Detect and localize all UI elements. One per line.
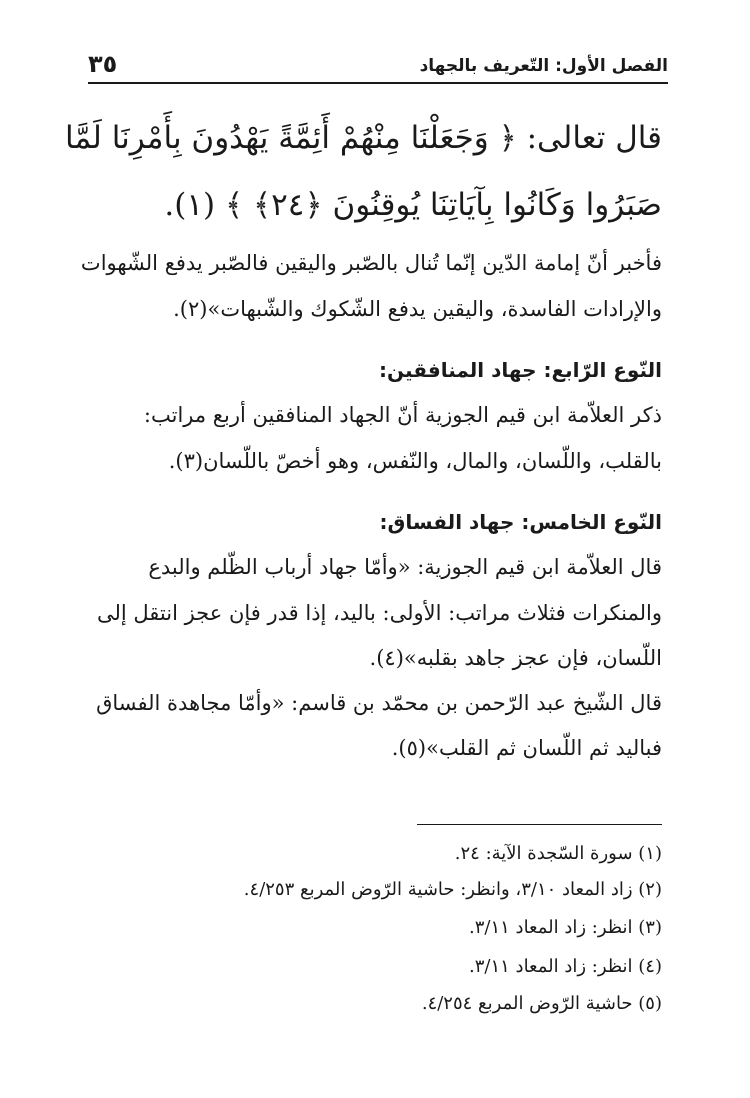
paragraph-line: فباليد ثم اللّسان ثم القلب»(٥). [391, 736, 662, 760]
paragraph-line: اللّسان، فإن عجز جاهد بقلبه»(٤). [369, 646, 662, 670]
paragraph-line: قال العلاّمة ابن قيم الجوزية: «وأمّا جهاد أرباب الظّلم والبدع [148, 555, 662, 579]
paragraph-line: والإرادات الفاسدة، واليقين يدفع الشّكوك والشّبهات»(٢). [173, 297, 662, 321]
verse-line-2: صَبَرُوا وَكَانُوا بِآيَاتِنَا يُوقِنُونَ ﴿٢٤﴾ ﴾ (١). [164, 187, 662, 223]
footnote: (١) سورة السّجدة الآية: ٢٤. [454, 843, 662, 864]
running-header [88, 52, 668, 84]
footnote: (٣) انظر: زاد المعاد ٣/١١. [469, 917, 662, 938]
paragraph-line: فأخبر أنّ إمامة الدّين إنّما تُنال بالصّبر واليقين فالصّبر يدفع الشّهوات [80, 251, 662, 275]
footnote-separator [417, 824, 662, 825]
section-heading: النّوع الخامس: جهاد الفساق: [379, 510, 662, 534]
page-number: ٣٥ [88, 50, 118, 78]
paragraph-line: والمنكرات فثلاث مراتب: الأولى: باليد، إذا قدر فإن عجز انتقل إلى [96, 601, 662, 625]
footnote: (٢) زاد المعاد ٣/١٠، وانظر: حاشية الرّوض المربع ٤/٢٥٣. [243, 879, 662, 900]
footnote: (٥) حاشية الرّوض المربع ٤/٢٥٤. [421, 993, 662, 1014]
paragraph-line: ذكر العلاّمة ابن قيم الجوزية أنّ الجهاد المنافقين أربع مراتب: [143, 403, 662, 427]
section-heading: النّوع الرّابع: جهاد المنافقين: [379, 358, 662, 382]
paragraph-line: قال الشّيخ عبد الرّحمن بن محمّد بن قاسم: «وأمّا مجاهدة الفساق [96, 691, 662, 715]
paragraph-line: بالقلب، واللّسان، والمال، والنّفس، وهو أخصّ باللّسان(٣). [168, 449, 662, 473]
chapter-title: الفصل الأول: التّعريف بالجهاد [419, 56, 668, 76]
verse-line-1: قال تعالى: ﴿ وَجَعَلْنَا مِنْهُمْ أَئِمَّةً يَهْدُونَ بِأَمْرِنَا لَمَّا [65, 120, 662, 156]
footnote: (٤) انظر: زاد المعاد ٣/١١. [469, 956, 662, 977]
